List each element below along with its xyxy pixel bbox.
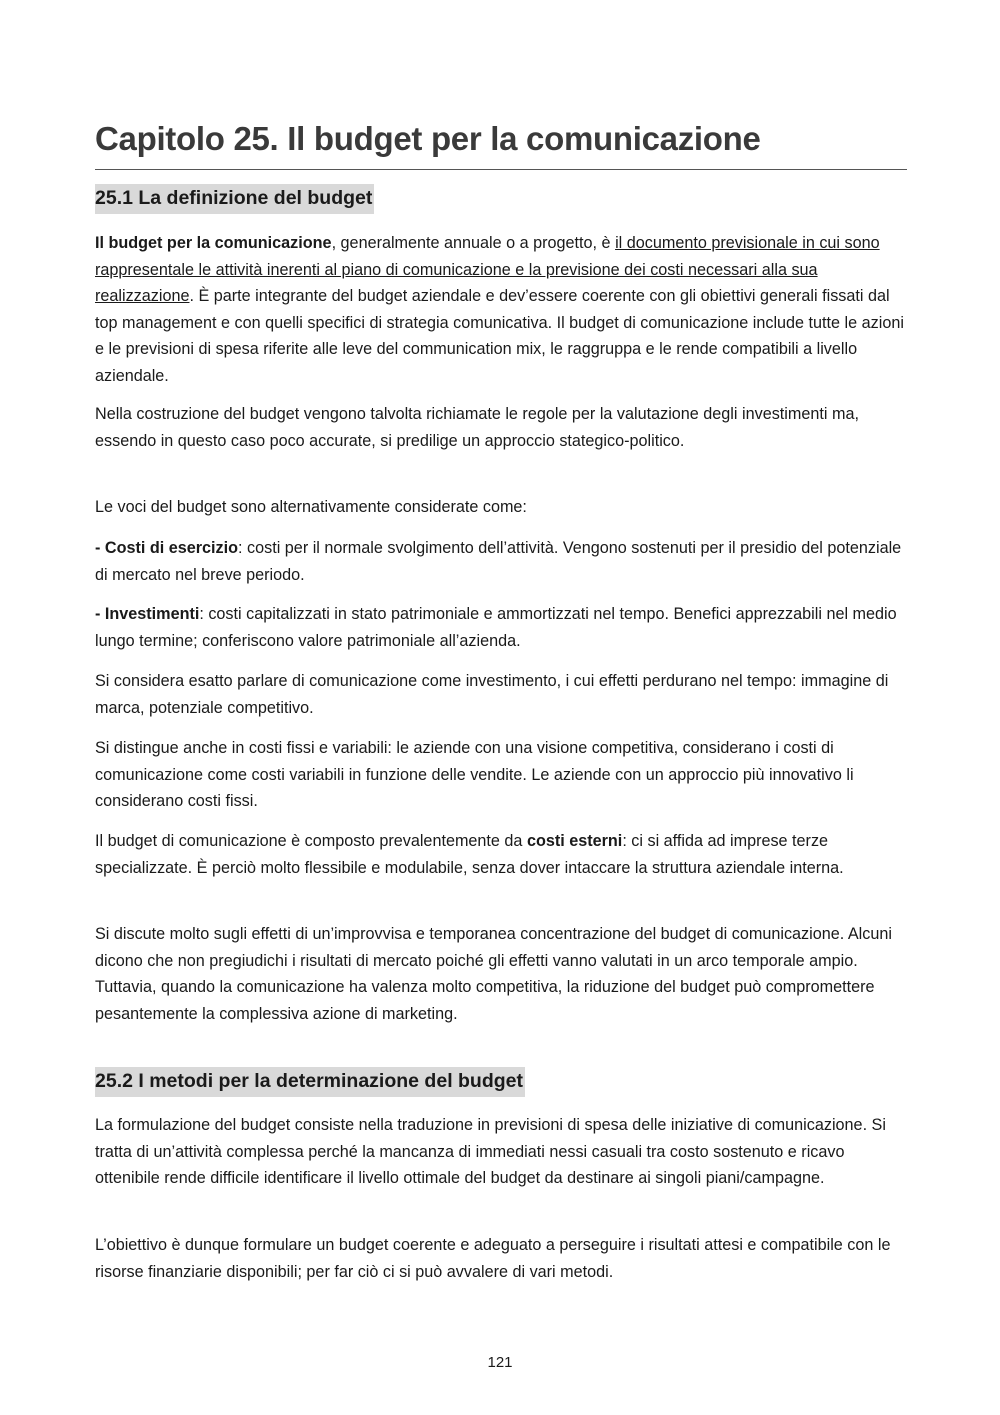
paragraph-investment: Si considera esatto parlare di comunicazione come investimento, i cui effetti perdurano nel tempo: immagine di marca, potenziale competitivo. — [95, 672, 889, 717]
section-heading-25-1: 25.1 La definizione del budget — [95, 184, 374, 214]
bold-term: costi esterni — [526, 832, 623, 850]
paragraph-external-costs — [95, 828, 907, 881]
paragraph-text: : costi capitalizzati in stato patrimoniale e ammortizzati nel tempo. Benefici apprezzabili nel medio lungo termine; conferiscono valore patrimoniale all’azienda. — [95, 605, 897, 650]
chapter-title: Capitolo 25. Il budget per la comunicazione — [95, 120, 761, 157]
paragraph-definition — [95, 230, 907, 389]
paragraph-text: . È parte integrante del budget aziendale e dev’essere coerente con gli obiettivi generali fissati dal top management e con quelli specifici di strategia comunicativa. Il budget di comunicazione include tutte le azioni e le previsioni di spesa riferite alle leve del communication mix, le raggruppa e le rende compatibili a livello aziendale. — [95, 287, 904, 385]
paragraph-objective: L’obiettivo è dunque formulare un budget coerente e adeguato a perseguire i risultati attesi e compatibile con le risorse finanziarie disponibili; per far ciò ci si può avvalere di vari metodi. — [95, 1236, 891, 1281]
chapter-divider — [95, 169, 907, 170]
bold-term: - Investimenti — [95, 605, 200, 623]
bold-term: Il budget per la comunicazione — [95, 234, 332, 252]
paragraph-text: : ci si affida ad imprese terze specializzate. È perciò molto flessibile e modulabile, senza dover intaccare la struttura aziendale interna. — [95, 832, 844, 877]
list-item-investimenti — [95, 601, 907, 654]
paragraph-items-intro: Le voci del budget sono alternativamente considerate come: — [95, 498, 527, 516]
paragraph-text: Il budget di comunicazione è composto prevalentemente da — [95, 832, 527, 850]
section-heading-25-2: 25.2 I metodi per la determinazione del budget — [95, 1067, 525, 1097]
list-item-costi-esercizio — [95, 535, 907, 588]
paragraph-text: : costi per il normale svolgimento dell’attività. Vengono sostenuti per il presidio del potenziale di mercato nel breve periodo. — [95, 539, 902, 584]
page-number: 121 — [487, 1354, 513, 1371]
underlined-definition: il documento previsionale in cui sono rappresentale le attività inerenti al piano di comunicazione e la previsione dei costi necessari alla sua realizzazione — [95, 234, 880, 305]
paragraph-concentration: Si discute molto sugli effetti di un’improvvisa e temporanea concentrazione del budget di comunicazione. Alcuni dicono che non pregiudichi i risultati di mercato poiché gli effetti vanno valutati in un arco temporale ampio. Tuttavia, quando la comunicazione ha valenza molto competitiva, la riduzione del budget può compromettere pesantemente la complessiva azione di marketing. — [95, 925, 892, 1023]
paragraph-formulation: La formulazione del budget consiste nella traduzione in previsioni di spesa delle iniziative di comunicazione. Si tratta di un’attività complessa perché la mancanza di immediati nessi casuali tra costo sostenuto e ricavo ottenibile rende difficile identificare il livello ottimale del budget da destinare ai singoli piani/campagne. — [95, 1116, 886, 1187]
paragraph-fixed-variable: Si distingue anche in costi fissi e variabili: le aziende con una visione competitiva, considerano i costi di comunicazione come costi variabili in funzione delle vendite. Le aziende con un approccio più innovativo li considerano costi fissi. — [95, 739, 854, 810]
paragraph-text: , generalmente annuale o a progetto, è — [331, 234, 616, 252]
bold-term: - Costi di esercizio — [95, 539, 239, 557]
paragraph-evaluation: Nella costruzione del budget vengono talvolta richiamate le regole per la valutazione degli investimenti ma, essendo in questo caso poco accurate, si predilige un approccio stategico-politico. — [95, 405, 859, 450]
